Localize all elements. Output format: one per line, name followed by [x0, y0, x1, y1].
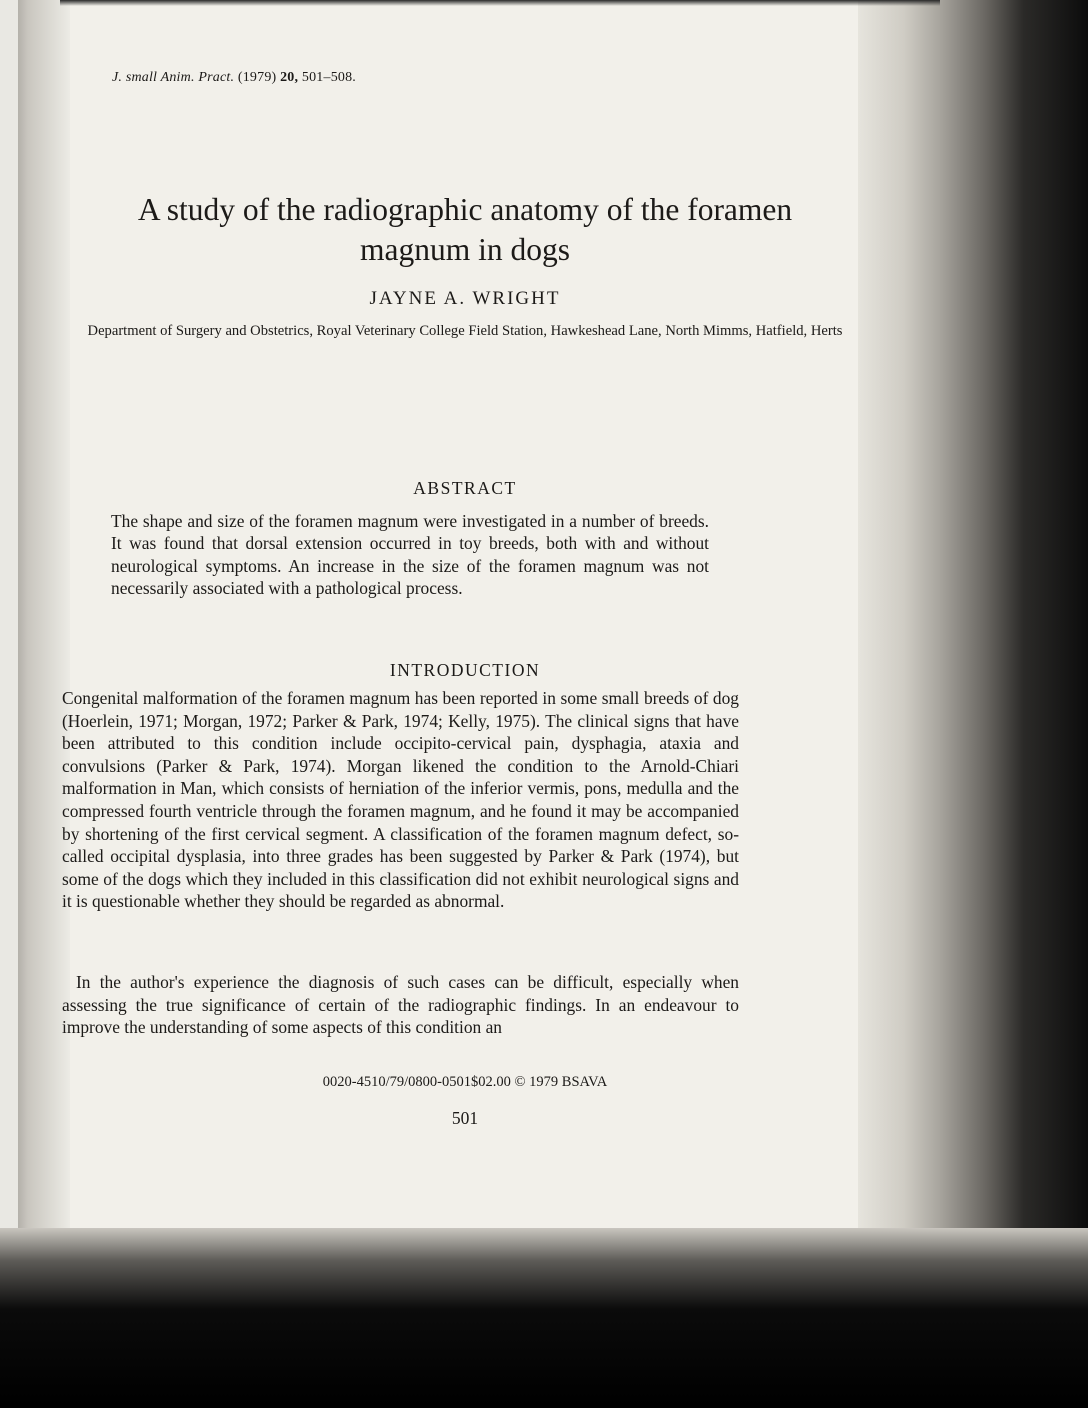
- author-affiliation: Department of Surgery and Obstetrics, Royal Veterinary College Field Station, Hawkeshead Lane, North Mimms, Hatfield, Herts: [87, 323, 843, 339]
- abstract-heading: ABSTRACT: [413, 478, 517, 498]
- introduction-heading: INTRODUCTION: [389, 660, 541, 680]
- abstract-text: The shape and size of the foramen magnum were investigated in a number of breeds. It was found that dorsal extension occurred in toy breeds, both with and without neurological symptoms. An increase in the size of the foramen magnum was not necessarily associated with a pathological process.: [111, 511, 709, 598]
- paper-title: A study of the radiographic anatomy of the foramen magnum in dogs: [137, 192, 793, 267]
- journal-name: J. small Anim. Pract.: [112, 70, 235, 85]
- journal-volume: 20,: [280, 70, 299, 85]
- journal-year: (1979): [237, 70, 277, 85]
- introduction-paragraph-1: Congenital malformation of the foramen magnum has been reported in some small breeds of dog (Hoerlein, 1971; Morgan, 1972; Parker & Park, 1974; Kelly, 1975). The clinical signs that have been attributed to this condition include occipito-cervical pain, dysphagia, ataxia and convulsions (Parker & Park, 1974). Morgan likened the condition to the Arnold-Chiari malformation in Man, which consists of herniation of the inferior vermis, pons, medulla and the compressed fourth ventricle through the foramen magnum, and he found it may be accompanied by shortening of the first cervical segment. A classification of the foramen magnum defect, so-called occipital dysplasia, into three grades has been suggested by Parker & Park (1974), but some of the dogs which they included in this classification did not exhibit neurological signs and it is questionable whether they should be regarded as abnormal.: [62, 688, 739, 912]
- author-name: JAYNE A. WRIGHT: [369, 288, 561, 309]
- scan-shadow-bottom: [0, 1228, 1088, 1408]
- running-head: [112, 70, 356, 86]
- page-number: 501: [451, 1108, 479, 1128]
- journal-pages: 501–508.: [301, 70, 357, 85]
- copyright-code: 0020-4510/79/0800-0501$02.00 © 1979 BSAVA: [322, 1074, 608, 1090]
- introduction-paragraph-2: In the author's experience the diagnosis of such cases can be difficult, especially when assessing the true significance of certain of the radiographic findings. In an endeavour to improve the understanding of some aspects of this condition an: [62, 972, 739, 1038]
